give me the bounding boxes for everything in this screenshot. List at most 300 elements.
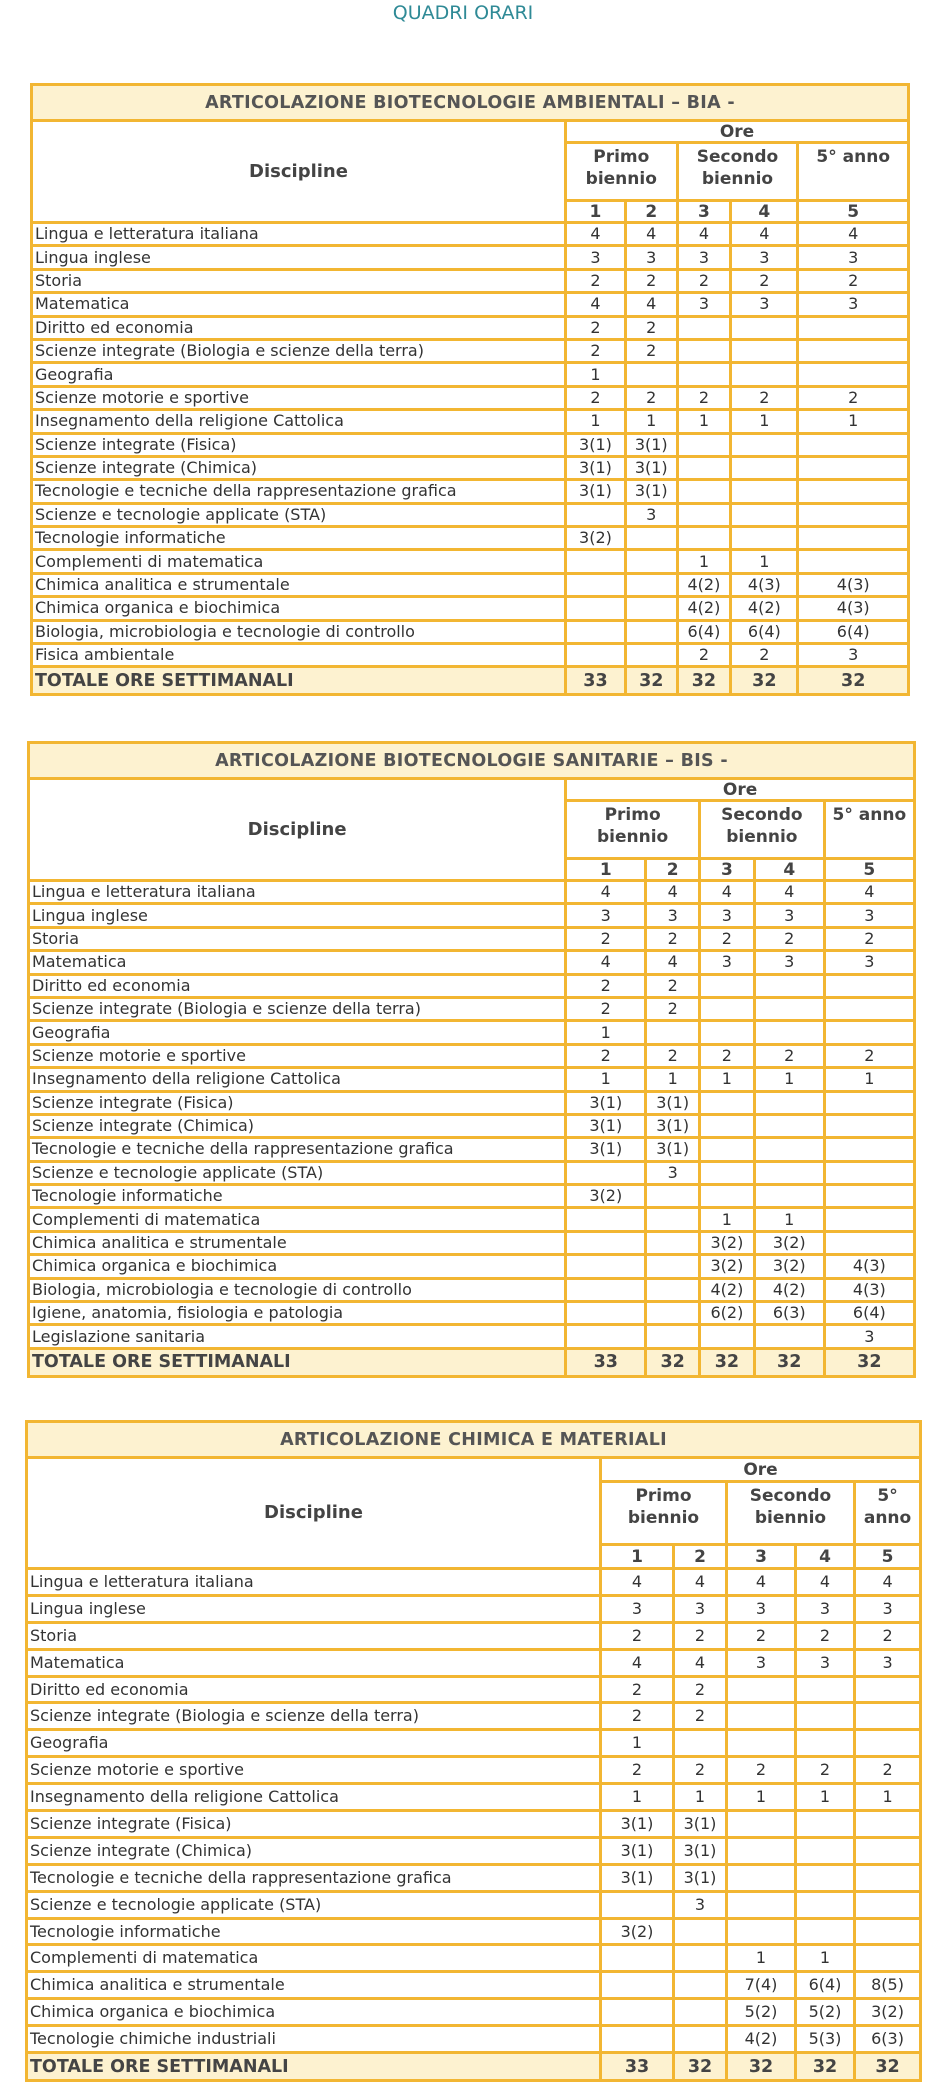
hours-cell xyxy=(754,974,824,997)
total-hours-cell: 32 xyxy=(798,667,909,695)
hours-cell xyxy=(566,1208,646,1231)
year-header: 3 xyxy=(727,1545,796,1569)
discipline-name: Biologia, microbiologia e tecnologie di controllo xyxy=(32,620,566,643)
hours-cell: 1 xyxy=(677,550,731,573)
hours-cell: 3 xyxy=(855,1595,921,1622)
hours-cell xyxy=(566,1255,646,1278)
total-hours-cell: 32 xyxy=(625,667,677,695)
hours-cell: 2 xyxy=(796,1622,855,1649)
table-row xyxy=(27,1569,921,1596)
hours-cell: 4(2) xyxy=(731,597,798,620)
hours-cell xyxy=(855,1864,921,1891)
hours-cell xyxy=(700,1138,755,1161)
hours-cell: 1 xyxy=(727,1945,796,1972)
table-row xyxy=(32,433,909,456)
hours-cell xyxy=(646,1278,700,1301)
hours-cell: 3 xyxy=(566,904,646,927)
table-row xyxy=(29,927,915,950)
hours-cell: 1 xyxy=(798,410,909,433)
hours-cell: 4 xyxy=(566,881,646,904)
timetable-1 xyxy=(30,83,910,696)
hours-cell xyxy=(566,573,626,596)
hours-cell: 2 xyxy=(855,1757,921,1784)
hours-cell: 3(1) xyxy=(625,433,677,456)
hours-cell xyxy=(754,1114,824,1137)
hours-cell xyxy=(566,1278,646,1301)
table-title: ARTICOLAZIONE BIOTECNOLOGIE SANITARIE – BIS - xyxy=(29,743,915,779)
group-header-primo-biennio: Primo biennio xyxy=(566,143,678,201)
hours-cell xyxy=(646,1021,700,1044)
hours-cell xyxy=(566,1302,646,1325)
table-row xyxy=(29,1161,915,1184)
year-header: 4 xyxy=(754,859,824,881)
hours-cell: 3(1) xyxy=(566,456,626,479)
hours-cell: 3(2) xyxy=(700,1255,755,1278)
hours-cell: 3(2) xyxy=(754,1231,824,1254)
hours-cell xyxy=(855,1730,921,1757)
hours-cell: 3(1) xyxy=(674,1811,727,1838)
table-row xyxy=(27,1622,921,1649)
discipline-name: Fisica ambientale xyxy=(32,644,566,667)
table-row xyxy=(27,1918,921,1945)
table-row xyxy=(27,1864,921,1891)
hours-cell: 2 xyxy=(798,269,909,292)
hours-cell: 1 xyxy=(727,1784,796,1811)
hours-cell: 3 xyxy=(754,951,824,974)
hours-cell xyxy=(798,316,909,339)
hours-cell: 2 xyxy=(754,927,824,950)
hours-cell: 3 xyxy=(796,1595,855,1622)
hours-cell: 2 xyxy=(601,1622,674,1649)
hours-cell: 4 xyxy=(601,1569,674,1596)
hours-cell: 1 xyxy=(754,1068,824,1091)
table-row xyxy=(27,1703,921,1730)
total-hours-cell: 32 xyxy=(677,667,731,695)
total-hours-cell: 33 xyxy=(566,1348,646,1376)
hours-cell xyxy=(601,1972,674,1999)
hours-cell: 4 xyxy=(754,881,824,904)
discipline-name: Chimica analitica e strumentale xyxy=(32,573,566,596)
table-row xyxy=(27,1945,921,1972)
hours-cell: 4(3) xyxy=(824,1255,914,1278)
hours-cell: 3(1) xyxy=(646,1138,700,1161)
hours-cell: 2 xyxy=(566,927,646,950)
discipline-name: Diritto ed economia xyxy=(27,1676,601,1703)
hours-cell xyxy=(796,1864,855,1891)
hours-cell xyxy=(674,1999,727,2026)
hours-cell xyxy=(677,363,731,386)
hours-cell: 4(2) xyxy=(754,1278,824,1301)
total-label: TOTALE ORE SETTIMANALI xyxy=(27,2053,601,2081)
hours-cell: 3(1) xyxy=(566,1138,646,1161)
hours-cell xyxy=(700,1325,755,1348)
hours-cell xyxy=(754,1325,824,1348)
hours-cell xyxy=(625,620,677,643)
table-row xyxy=(32,597,909,620)
discipline-name: Insegnamento della religione Cattolica xyxy=(32,410,566,433)
hours-cell: 1 xyxy=(601,1784,674,1811)
hours-cell: 4(3) xyxy=(731,573,798,596)
table-row xyxy=(29,997,915,1020)
hours-cell: 2 xyxy=(731,269,798,292)
year-header: 2 xyxy=(646,859,700,881)
hours-cell: 1 xyxy=(677,410,731,433)
hours-cell xyxy=(646,1185,700,1208)
discipline-name: Scienze integrate (Biologia e scienze della terra) xyxy=(29,997,566,1020)
hours-cell xyxy=(824,1138,914,1161)
year-header: 4 xyxy=(731,201,798,223)
discipline-name: Scienze e tecnologie applicate (STA) xyxy=(32,503,566,526)
total-hours-cell: 32 xyxy=(855,2053,921,2081)
total-row xyxy=(32,667,909,695)
hours-cell xyxy=(646,1231,700,1254)
hours-cell xyxy=(677,339,731,362)
discipline-header: Discipline xyxy=(27,1458,601,1569)
hours-cell: 2 xyxy=(646,974,700,997)
table-row xyxy=(27,1757,921,1784)
total-hours-cell: 32 xyxy=(796,2053,855,2081)
hours-cell xyxy=(601,1999,674,2026)
table-row xyxy=(29,1091,915,1114)
hours-cell xyxy=(731,316,798,339)
ore-header: Ore xyxy=(566,779,915,801)
total-hours-cell: 33 xyxy=(566,667,626,695)
discipline-name: Scienze integrate (Fisica) xyxy=(29,1091,566,1114)
hours-cell: 1 xyxy=(754,1208,824,1231)
hours-cell xyxy=(700,997,755,1020)
total-hours-cell: 32 xyxy=(646,1348,700,1376)
hours-cell: 6(3) xyxy=(754,1302,824,1325)
discipline-name: Biologia, microbiologia e tecnologie di controllo xyxy=(29,1278,566,1301)
hours-cell: 2 xyxy=(674,1757,727,1784)
hours-cell xyxy=(798,433,909,456)
hours-cell xyxy=(824,1185,914,1208)
hours-cell xyxy=(674,2026,727,2053)
discipline-name: Lingua e letteratura italiana xyxy=(29,881,566,904)
hours-cell: 4 xyxy=(700,881,755,904)
table-row xyxy=(29,1278,915,1301)
hours-cell xyxy=(677,503,731,526)
discipline-name: Tecnologie informatiche xyxy=(32,527,566,550)
discipline-name: Storia xyxy=(29,927,566,950)
hours-cell xyxy=(700,1091,755,1114)
year-header: 2 xyxy=(674,1545,727,1569)
table-row xyxy=(32,410,909,433)
year-header: 2 xyxy=(625,201,677,223)
hours-cell: 6(3) xyxy=(855,2026,921,2053)
hours-cell xyxy=(754,997,824,1020)
discipline-name: Lingua inglese xyxy=(27,1595,601,1622)
discipline-name: Scienze integrate (Chimica) xyxy=(29,1114,566,1137)
hours-cell xyxy=(566,620,626,643)
hours-cell xyxy=(566,1161,646,1184)
hours-cell: 3(1) xyxy=(566,1091,646,1114)
discipline-name: Tecnologie informatiche xyxy=(29,1185,566,1208)
hours-cell: 6(4) xyxy=(796,1972,855,1999)
hours-cell: 2 xyxy=(754,1044,824,1067)
table-row xyxy=(32,456,909,479)
hours-cell xyxy=(824,1021,914,1044)
hours-cell xyxy=(700,1161,755,1184)
hours-cell xyxy=(566,597,626,620)
hours-cell xyxy=(754,1138,824,1161)
hours-cell xyxy=(625,527,677,550)
hours-cell xyxy=(674,1972,727,1999)
hours-cell: 3(1) xyxy=(625,480,677,503)
hours-cell xyxy=(798,456,909,479)
discipline-name: Matematica xyxy=(27,1649,601,1676)
hours-cell: 2 xyxy=(824,1044,914,1067)
table-row xyxy=(32,363,909,386)
year-header: 4 xyxy=(796,1545,855,1569)
hours-cell xyxy=(674,1945,727,1972)
hours-cell: 2 xyxy=(700,1044,755,1067)
hours-cell: 3 xyxy=(798,246,909,269)
year-header: 1 xyxy=(566,859,646,881)
table-row xyxy=(29,1302,915,1325)
hours-cell: 3 xyxy=(677,293,731,316)
hours-cell xyxy=(700,974,755,997)
hours-cell: 1 xyxy=(731,410,798,433)
discipline-name: Scienze integrate (Chimica) xyxy=(32,456,566,479)
discipline-name: Storia xyxy=(27,1622,601,1649)
hours-cell xyxy=(566,644,626,667)
table-row xyxy=(27,1676,921,1703)
table-row xyxy=(27,1891,921,1918)
hours-cell xyxy=(727,1730,796,1757)
discipline-name: Insegnamento della religione Cattolica xyxy=(27,1784,601,1811)
hours-cell xyxy=(727,1703,796,1730)
hours-cell: 5(3) xyxy=(796,2026,855,2053)
hours-cell: 2 xyxy=(566,1044,646,1067)
discipline-name: Scienze integrate (Fisica) xyxy=(32,433,566,456)
hours-cell xyxy=(798,480,909,503)
hours-cell: 3 xyxy=(601,1595,674,1622)
hours-cell xyxy=(754,1161,824,1184)
hours-cell: 2 xyxy=(731,386,798,409)
hours-cell xyxy=(754,1185,824,1208)
table-row xyxy=(32,573,909,596)
hours-cell xyxy=(824,1208,914,1231)
hours-cell: 4 xyxy=(824,881,914,904)
hours-cell xyxy=(601,2026,674,2053)
hours-cell: 3(1) xyxy=(601,1811,674,1838)
hours-cell xyxy=(855,1811,921,1838)
hours-cell xyxy=(731,339,798,362)
table-row xyxy=(29,1231,915,1254)
total-label: TOTALE ORE SETTIMANALI xyxy=(32,667,566,695)
hours-cell: 4 xyxy=(625,223,677,246)
hours-cell: 3 xyxy=(677,246,731,269)
table-row xyxy=(29,1255,915,1278)
hours-cell xyxy=(731,527,798,550)
hours-cell: 3(1) xyxy=(625,456,677,479)
hours-cell: 4(3) xyxy=(798,573,909,596)
table-row xyxy=(29,951,915,974)
hours-cell: 3 xyxy=(700,951,755,974)
table-row xyxy=(29,904,915,927)
hours-cell: 2 xyxy=(796,1757,855,1784)
year-header: 3 xyxy=(700,859,755,881)
hours-cell: 1 xyxy=(731,550,798,573)
hours-cell: 3 xyxy=(625,246,677,269)
hours-cell: 3(2) xyxy=(601,1918,674,1945)
discipline-name: Chimica organica e biochimica xyxy=(32,597,566,620)
hours-cell xyxy=(798,503,909,526)
hours-cell xyxy=(727,1837,796,1864)
discipline-name: Scienze e tecnologie applicate (STA) xyxy=(29,1161,566,1184)
hours-cell: 2 xyxy=(566,316,626,339)
discipline-name: Complementi di matematica xyxy=(29,1208,566,1231)
discipline-name: Storia xyxy=(32,269,566,292)
hours-cell: 4 xyxy=(566,293,626,316)
hours-cell: 7(4) xyxy=(727,1972,796,1999)
hours-cell: 3(1) xyxy=(674,1837,727,1864)
hours-cell: 3(1) xyxy=(646,1114,700,1137)
discipline-name: Igiene, anatomia, fisiologia e patologia xyxy=(29,1302,566,1325)
table-row xyxy=(32,223,909,246)
schedule-table xyxy=(27,741,916,1378)
group-header-secondo-biennio: Secondo biennio xyxy=(727,1482,855,1545)
table-row xyxy=(29,1185,915,1208)
hours-cell xyxy=(625,573,677,596)
hours-cell: 2 xyxy=(677,269,731,292)
schedule-table xyxy=(30,83,910,696)
total-hours-cell: 32 xyxy=(674,2053,727,2081)
total-hours-cell: 32 xyxy=(754,1348,824,1376)
hours-cell xyxy=(727,1918,796,1945)
hours-cell: 1 xyxy=(566,1021,646,1044)
hours-cell: 2 xyxy=(566,386,626,409)
hours-cell xyxy=(646,1208,700,1231)
hours-cell: 2 xyxy=(727,1757,796,1784)
table-row xyxy=(29,974,915,997)
hours-cell: 3(1) xyxy=(674,1864,727,1891)
hours-cell xyxy=(824,1114,914,1137)
hours-cell: 2 xyxy=(601,1676,674,1703)
hours-cell: 3 xyxy=(731,246,798,269)
total-hours-cell: 32 xyxy=(727,2053,796,2081)
hours-cell: 2 xyxy=(566,269,626,292)
table-row xyxy=(32,503,909,526)
hours-cell xyxy=(855,1676,921,1703)
hours-cell: 3 xyxy=(754,904,824,927)
table-row xyxy=(29,1021,915,1044)
hours-cell: 3 xyxy=(824,904,914,927)
hours-cell xyxy=(796,1676,855,1703)
discipline-name: Chimica organica e biochimica xyxy=(27,1999,601,2026)
discipline-name: Lingua inglese xyxy=(29,904,566,927)
hours-cell xyxy=(824,974,914,997)
hours-cell: 2 xyxy=(855,1622,921,1649)
hours-cell: 3(2) xyxy=(566,1185,646,1208)
hours-cell: 1 xyxy=(824,1068,914,1091)
discipline-name: Scienze integrate (Chimica) xyxy=(27,1837,601,1864)
hours-cell: 1 xyxy=(674,1784,727,1811)
hours-cell xyxy=(700,1185,755,1208)
hours-cell: 3(1) xyxy=(566,480,626,503)
table-title: ARTICOLAZIONE BIOTECNOLOGIE AMBIENTALI – BIA - xyxy=(32,85,909,121)
group-header-quinto-anno: 5° anno xyxy=(798,143,909,201)
discipline-name: Scienze motorie e sportive xyxy=(32,386,566,409)
hours-cell: 1 xyxy=(796,1945,855,1972)
table-row xyxy=(27,1730,921,1757)
table-row xyxy=(32,550,909,573)
hours-cell: 3(1) xyxy=(601,1837,674,1864)
year-header: 1 xyxy=(601,1545,674,1569)
discipline-name: Matematica xyxy=(29,951,566,974)
hours-cell: 2 xyxy=(677,386,731,409)
hours-cell: 2 xyxy=(798,386,909,409)
group-header-primo-biennio: Primo biennio xyxy=(566,801,700,859)
hours-cell: 2 xyxy=(674,1703,727,1730)
hours-cell xyxy=(824,1161,914,1184)
table-row xyxy=(32,386,909,409)
table-row xyxy=(29,1138,915,1161)
discipline-name: Legislazione sanitaria xyxy=(29,1325,566,1348)
discipline-name: Lingua inglese xyxy=(32,246,566,269)
discipline-name: Scienze e tecnologie applicate (STA) xyxy=(27,1891,601,1918)
discipline-name: Scienze motorie e sportive xyxy=(29,1044,566,1067)
hours-cell xyxy=(700,1114,755,1137)
hours-cell xyxy=(674,1918,727,1945)
total-hours-cell: 32 xyxy=(731,667,798,695)
hours-cell: 2 xyxy=(601,1703,674,1730)
hours-cell xyxy=(824,1091,914,1114)
hours-cell: 3 xyxy=(798,644,909,667)
table-row xyxy=(29,881,915,904)
hours-cell: 5(2) xyxy=(727,1999,796,2026)
total-row xyxy=(27,2053,921,2081)
hours-cell: 2 xyxy=(727,1622,796,1649)
hours-cell: 1 xyxy=(646,1068,700,1091)
discipline-header: Discipline xyxy=(29,779,566,881)
hours-cell xyxy=(566,503,626,526)
discipline-name: Chimica analitica e strumentale xyxy=(27,1972,601,1999)
hours-cell: 3 xyxy=(727,1649,796,1676)
table-row xyxy=(29,1325,915,1348)
hours-cell: 4 xyxy=(625,293,677,316)
group-header-secondo-biennio: Secondo biennio xyxy=(700,801,825,859)
hours-cell xyxy=(727,1891,796,1918)
hours-cell: 4 xyxy=(796,1569,855,1596)
hours-cell xyxy=(796,1837,855,1864)
table-row xyxy=(27,1595,921,1622)
total-hours-cell: 32 xyxy=(824,1348,914,1376)
hours-cell xyxy=(677,527,731,550)
discipline-name: Scienze motorie e sportive xyxy=(27,1757,601,1784)
hours-cell: 4 xyxy=(566,223,626,246)
hours-cell: 4(2) xyxy=(677,597,731,620)
hours-cell: 2 xyxy=(677,644,731,667)
table-row xyxy=(32,620,909,643)
hours-cell: 3 xyxy=(727,1595,796,1622)
hours-cell xyxy=(798,339,909,362)
hours-cell: 4 xyxy=(674,1569,727,1596)
hours-cell: 2 xyxy=(646,997,700,1020)
hours-cell: 1 xyxy=(566,363,626,386)
hours-cell: 2 xyxy=(646,1044,700,1067)
hours-cell xyxy=(796,1730,855,1757)
hours-cell xyxy=(798,363,909,386)
total-row xyxy=(29,1348,915,1376)
hours-cell: 3 xyxy=(566,246,626,269)
hours-cell: 3(2) xyxy=(855,1999,921,2026)
hours-cell xyxy=(677,480,731,503)
hours-cell xyxy=(646,1325,700,1348)
year-header: 5 xyxy=(824,859,914,881)
table-title: ARTICOLAZIONE CHIMICA E MATERIALI xyxy=(27,1422,921,1458)
